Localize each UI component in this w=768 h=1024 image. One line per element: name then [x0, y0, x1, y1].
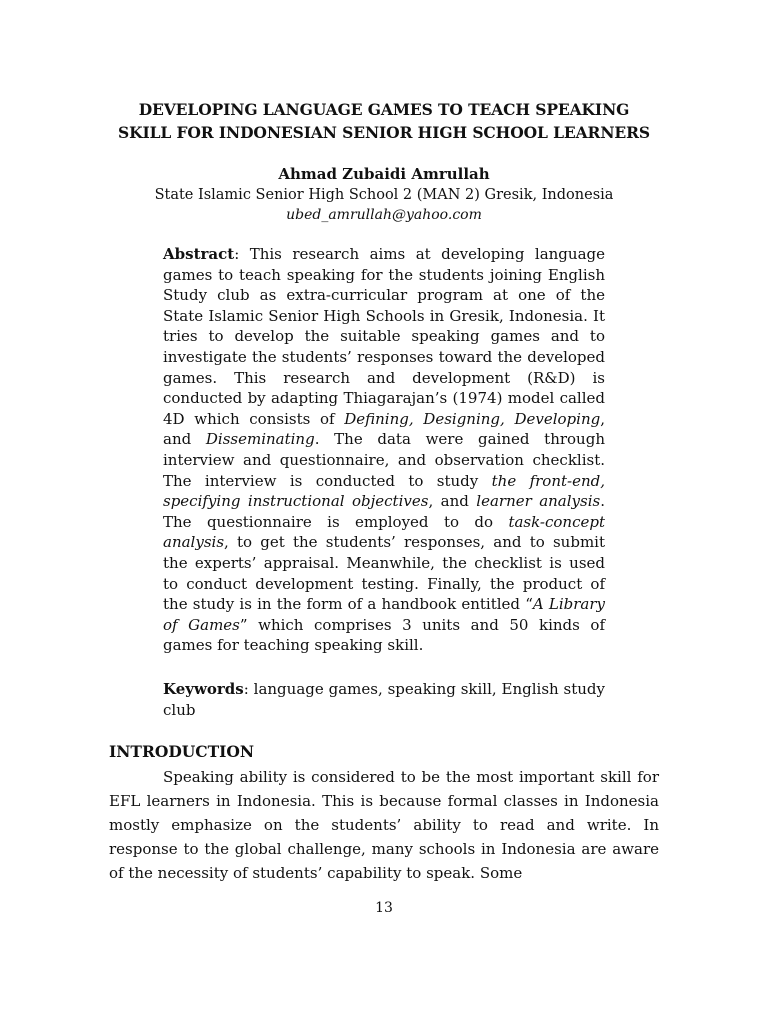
- abstract-segment: . The data were gained through interview and questionnaire, and observation checklist. The interview is conducted to study: [163, 430, 605, 490]
- author-email: ubed_amrullah@yahoo.com: [286, 207, 482, 223]
- abstract-segment: . The questionnaire is employed to do: [163, 492, 605, 531]
- introduction-paragraph: Speaking ability is considered to be the most important skill for EFL learners in Indonesia. This is because formal classes in Indonesia mostly emphasize on the students’ ability to read and write. In response to the global challenge, many schools in Indonesia are aware of the necessity of students’ capability to speak. Some: [109, 768, 659, 882]
- abstract-segment: the front-end, specifying instructional objectives: [163, 471, 605, 511]
- title-line-1: DEVELOPING LANGUAGE GAMES TO TEACH SPEAKING: [138, 100, 630, 119]
- abstract-block: [163, 244, 605, 656]
- author-affiliation: State Islamic Senior High School 2 (MAN 2) Gresik, Indonesia: [154, 187, 614, 203]
- abstract-segment: , and: [428, 492, 477, 511]
- abstract-segment: , to get the students’ responses, and to submit the experts’ appraisal. Meanwhile, the checklist is used to conduct development testing. Finally, the product of the study is in the form of a handbook entitled “: [163, 533, 605, 614]
- abstract-segment: ” which comprises 3 units and 50 kinds of games for teaching speaking skill.: [163, 615, 606, 655]
- abstract-segment: , and: [163, 409, 605, 449]
- paper-title: [80, 98, 688, 144]
- abstract-body: [163, 245, 605, 654]
- author-name: Ahmad Zubaidi Amrullah: [278, 165, 490, 183]
- keywords-block: [163, 679, 605, 720]
- abstract-segment: task-concept analysis: [163, 512, 605, 552]
- abstract-segment: : This research aims at developing language games to teach speaking for the students joining English Study club as extra-curricular program at one of the State Islamic Senior High Schools in Gresik, Indonesia. It tries to develop the suitable speaking games and to investigate the students’ responses toward the developed games. This research and development (R&D) is conducted by adapting Thiagarajan’s (1974) model called 4D which consists of: [163, 245, 605, 428]
- keywords-text: : language games, speaking skill, English study club: [163, 680, 605, 719]
- section-heading-introduction: INTRODUCTION: [109, 742, 255, 761]
- abstract-segment: learner analysis: [476, 492, 601, 511]
- title-line-2: SKILL FOR INDONESIAN SENIOR HIGH SCHOOL LEARNERS: [117, 123, 650, 142]
- abstract-segment: Defining, Designing, Developing: [344, 409, 601, 428]
- abstract-segment: A Library of Games: [163, 595, 606, 634]
- abstract-label: Abstract: [163, 245, 235, 263]
- keywords-label: Keywords: [163, 680, 244, 698]
- abstract-segment: Disseminating: [205, 430, 315, 449]
- page-number: 13: [375, 900, 393, 916]
